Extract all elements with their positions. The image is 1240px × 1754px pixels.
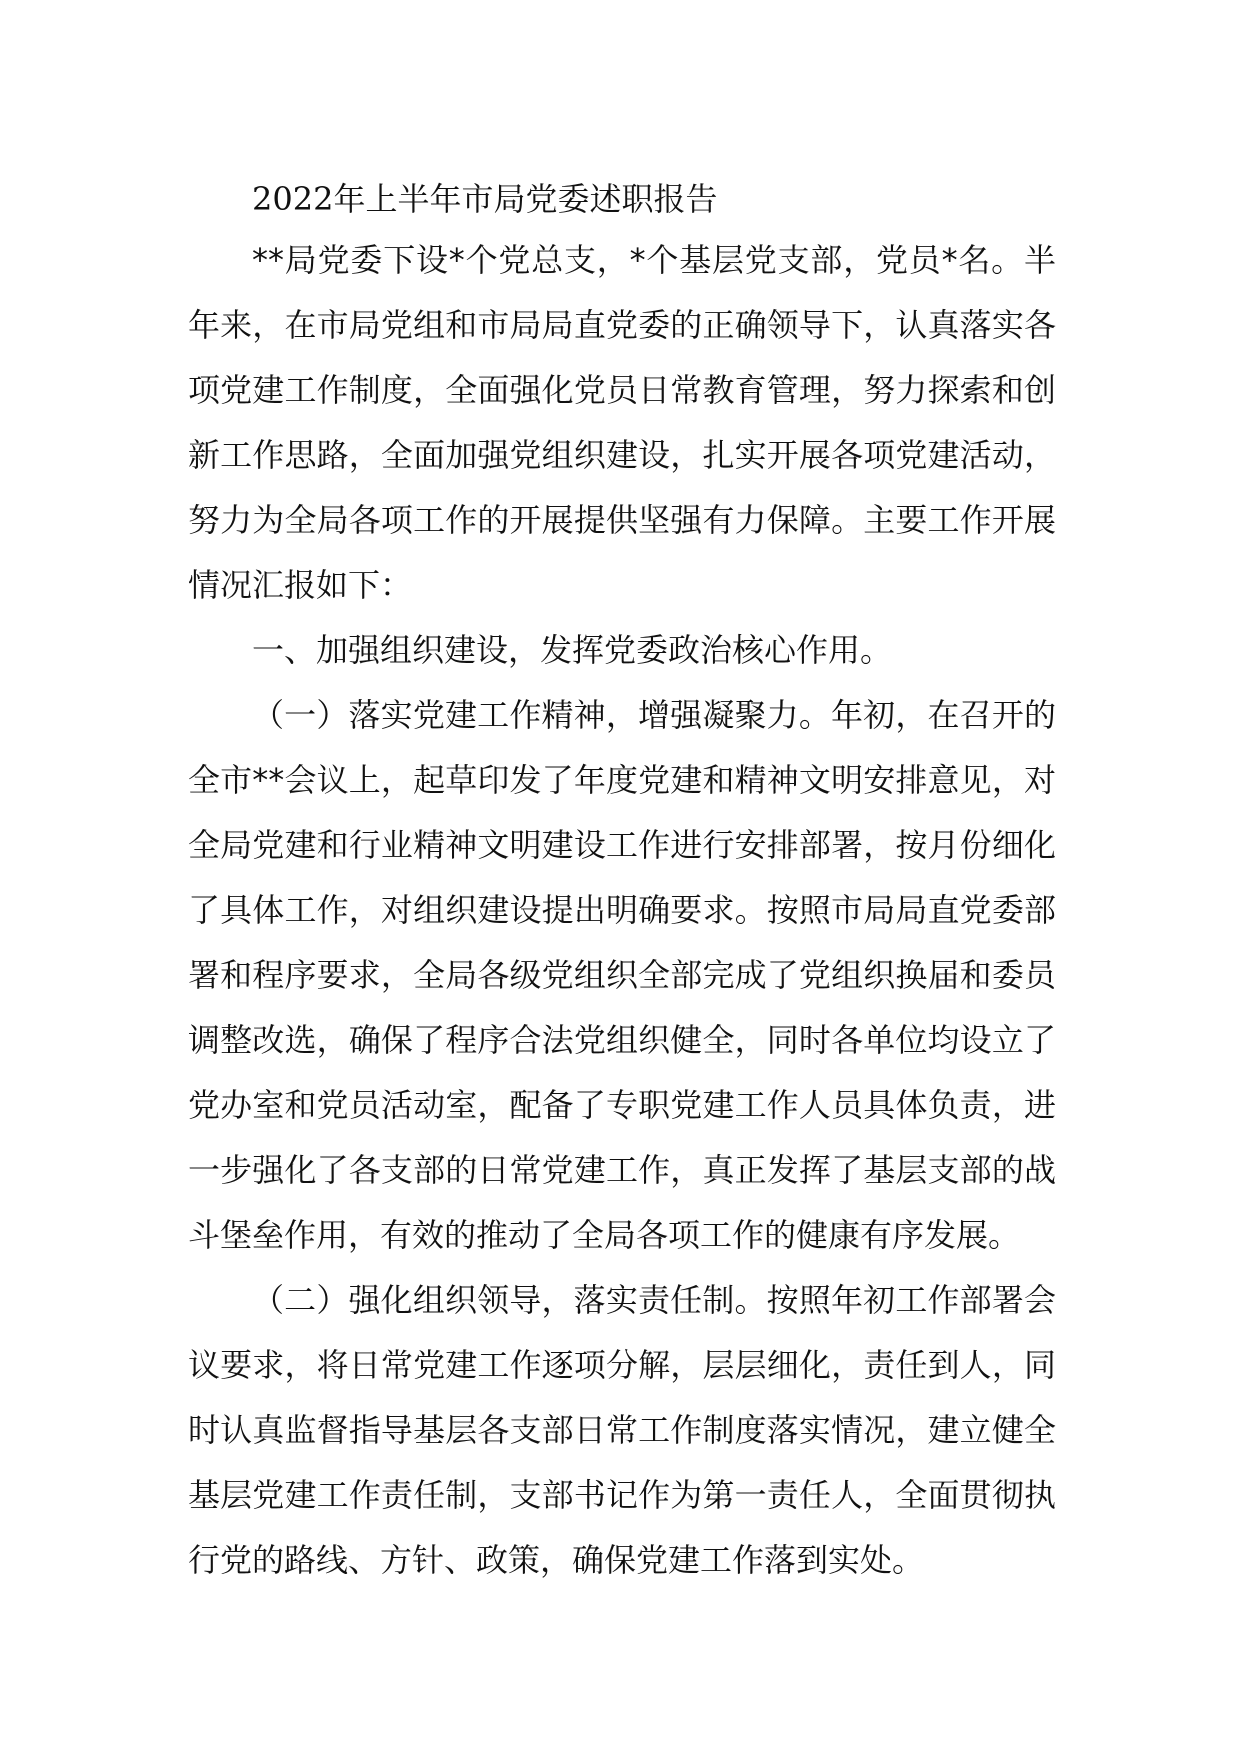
document-title: 2022年上半年市局党委述职报告 — [252, 180, 718, 218]
subsection-paragraph-1: （一）落实党建工作精神，增强凝聚力。年初，在召开的全市**会议上，起草印发了年度党建和精神文明安排意见，对全局党建和行业精神文明建设工作进行安排部署，按月份细化了具体工作，对组织建设提出明确要求。按照市局局直党委部署和程序要求，全局各级党组织全部完成了党组织换届和委员调整改选，确保了程序合法党组织健全，同时各单位均设立了党办室和党员活动室，配备了专职党建工作人员具体负责，进一步强化了各支部的日常党建工作，真正发挥了基层支部的战斗堡垒作用，有效的推动了全局各项工作的健康有序发展。 — [188, 696, 1056, 1254]
intro-paragraph: **局党委下设*个党总支，*个基层党支部，党员*名。半年来，在市局党组和市局局直党委的正确领导下，认真落实各项党建工作制度，全面强化党员日常教育管理，努力探索和创新工作思路，全面加强党组织建设，扎实开展各项党建活动，努力为全局各项工作的开展提供坚强有力保障。主要工作开展情况汇报如下： — [188, 241, 1056, 604]
section-heading-1: 一、加强组织建设，发挥党委政治核心作用。 — [252, 631, 893, 669]
document-body — [188, 170, 1056, 1593]
subsection-paragraph-2: （二）强化组织领导，落实责任制。按照年初工作部署会议要求，将日常党建工作逐项分解，层层细化，责任到人，同时认真监督指导基层各支部日常工作制度落实情况，建立健全基层党建工作责任制，支部书记作为第一责任人，全面贯彻执行党的路线、方针、政策，确保党建工作落到实处。 — [188, 1281, 1056, 1579]
